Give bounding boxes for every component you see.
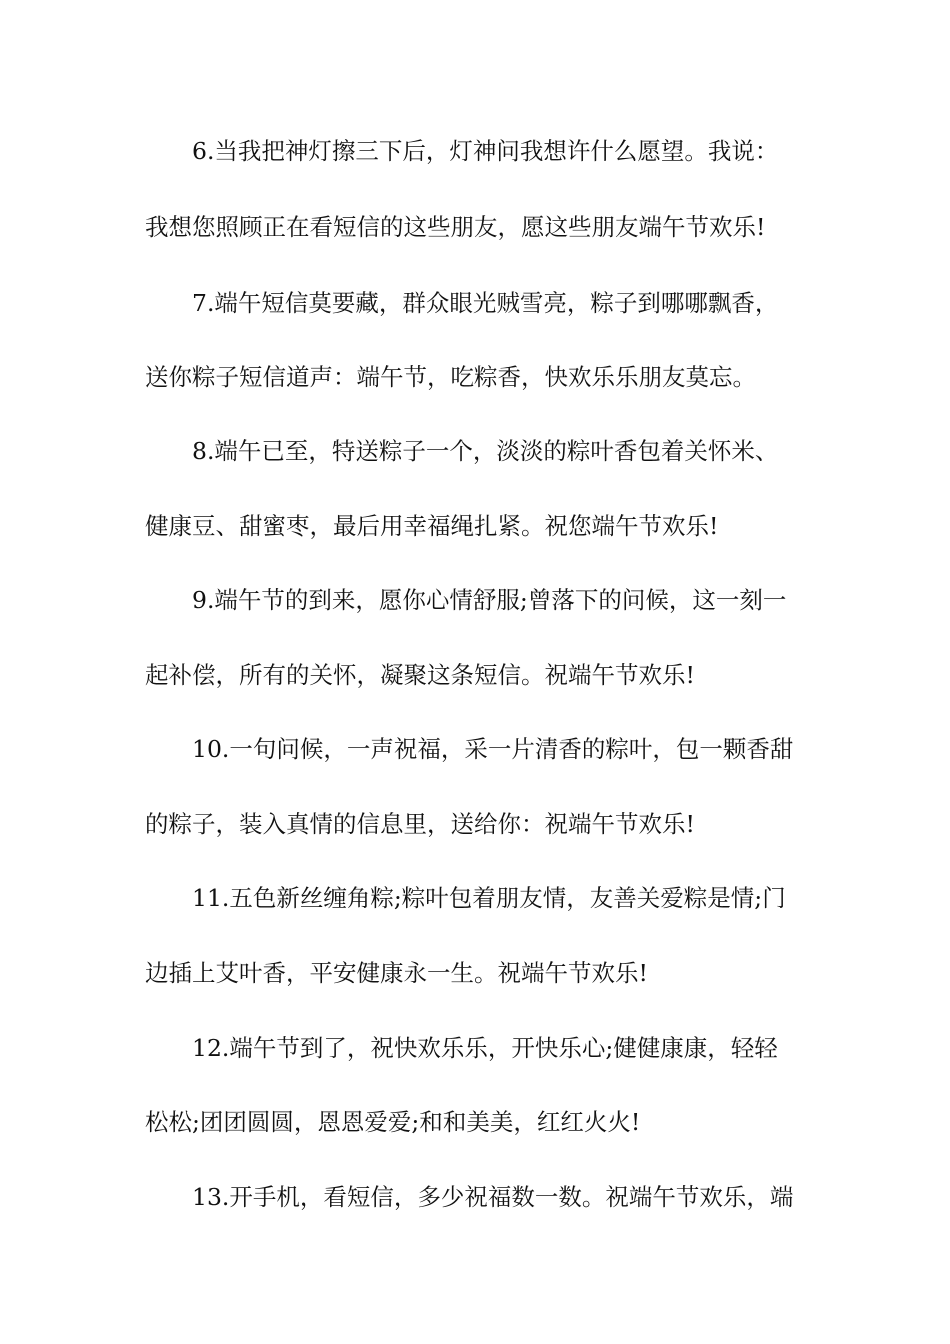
paragraph-7-line-1: 7.端午短信莫要藏，群众眼光贼雪亮，粽子到哪哪飘香， <box>192 289 779 317</box>
paragraph-8-line-2: 健康豆、甜蜜枣，最后用幸福绳扎紧。祝您端午节欢乐! <box>145 512 719 540</box>
paragraph-9-line-1: 9.端午节的到来，愿你心情舒服;曾落下的问候，这一刻一 <box>192 586 787 614</box>
paragraph-12-line-2: 松松;团团圆圆，恩恩爱爱;和和美美，红红火火! <box>145 1108 641 1136</box>
paragraph-8-line-1: 8.端午已至，特送粽子一个，淡淡的粽叶香包着关怀米、 <box>192 437 779 465</box>
paragraph-10-line-2: 的粽子，装入真情的信息里，送给你：祝端午节欢乐! <box>145 810 695 838</box>
paragraph-6-line-1: 6.当我把神灯擦三下后，灯神问我想许什么愿望。我说： <box>192 137 779 165</box>
paragraph-13-line-1: 13.开手机，看短信，多少祝福数一数。祝端午节欢乐，端 <box>192 1183 794 1211</box>
paragraph-9-line-2: 起补偿，所有的关怀，凝聚这条短信。祝端午节欢乐! <box>145 661 695 689</box>
paragraph-11-line-2: 边插上艾叶香，平安健康永一生。祝端午节欢乐! <box>145 959 648 987</box>
paragraph-7-line-2: 送你粽子短信道声：端午节，吃粽香，快欢乐乐朋友莫忘。 <box>145 363 756 391</box>
paragraph-11-line-1: 11.五色新丝缠角粽;粽叶包着朋友情，友善关爱粽是情;门 <box>192 884 786 912</box>
paragraph-10-line-1: 10.一句问候，一声祝福，采一片清香的粽叶，包一颗香甜 <box>192 735 794 763</box>
paragraph-12-line-1: 12.端午节到了，祝快欢乐乐，开快乐心;健健康康，轻轻 <box>192 1034 778 1062</box>
paragraph-6-line-2: 我想您照顾正在看短信的这些朋友，愿这些朋友端午节欢乐! <box>145 213 766 241</box>
